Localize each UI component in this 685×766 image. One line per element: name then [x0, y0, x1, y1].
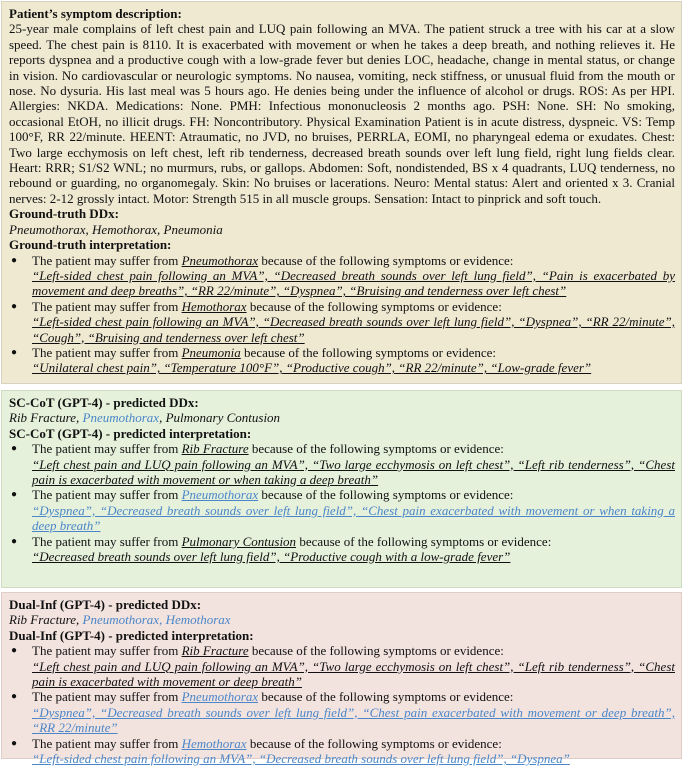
ddx-item: Rib Fracture: [9, 612, 77, 628]
interp-item: [9, 534, 675, 565]
diagnosis-name-correct: Hemothorax: [181, 735, 247, 751]
sc-interp-heading: SC-CoT (GPT-4) - predicted interpretation:: [9, 425, 252, 441]
interp-item: [9, 299, 675, 345]
diagnosis-name: Pneumothorax: [181, 252, 259, 268]
gt-ddx-list: [9, 222, 675, 237]
dual-inf-panel: [1, 592, 682, 766]
interp-suffix: because of the following symptoms or evidence:: [258, 487, 514, 503]
dual-ddx-heading: Dual-Inf (GPT-4) - predicted DDx:: [9, 597, 202, 612]
diagnosis-name: Hemothorax: [181, 298, 247, 314]
diagnosis-name-correct: Pneumothorax: [181, 487, 259, 503]
evidence-text: “Left chest pain and LUQ pain following an MVA”, “Two large ecchymosis on left chest”, “Left rib tenderness”, “Chest pain is exacerbated with movement or when taking a deep breath”: [32, 456, 675, 488]
ddx-item: Pulmonary Contusion: [165, 410, 281, 426]
interp-item: [9, 487, 675, 533]
ddx-item: Pneumothorax: [9, 221, 86, 237]
diagnosis-name: Rib Fracture: [181, 643, 249, 659]
gt-ddx-heading: Ground-truth DDx:: [9, 206, 119, 222]
diagnosis-name: Pulmonary Contusion: [181, 533, 297, 549]
gt-interp-list: [9, 253, 675, 376]
ground-truth-panel: [1, 1, 682, 384]
evidence-text: “Decreased breath sounds over left lung field”, “Productive cough with a low-grade fever”: [32, 549, 511, 565]
sc-ddx-heading: SC-CoT (GPT-4) - predicted DDx:: [9, 395, 199, 410]
interp-prefix: The patient may suffer from: [32, 643, 182, 659]
ddx-separator: ,: [76, 612, 83, 628]
ddx-separator: ,: [159, 410, 166, 426]
dual-ddx-list: [9, 612, 675, 627]
interp-prefix: The patient may suffer from: [32, 735, 182, 751]
evidence-text-correct: “Left-sided chest pain following an MVA”, “Decreased breath sounds over left lung field”, “Dyspnea”: [32, 751, 570, 766]
gt-interp-heading: Ground-truth interpretation:: [9, 237, 172, 253]
interp-item: [9, 441, 675, 487]
ddx-item: Hemothorax: [92, 221, 158, 237]
sc-interp-list: [9, 441, 675, 564]
ddx-separator: ,: [157, 221, 164, 237]
interp-prefix: The patient may suffer from: [32, 344, 182, 360]
interp-item: [9, 689, 675, 735]
interp-prefix: The patient may suffer from: [32, 533, 182, 549]
ddx-separator: ,: [159, 612, 166, 628]
interp-item: [9, 643, 675, 689]
evidence-text-correct: “Dyspnea”, “Decreased breath sounds over left lung field”, “Chest pain exacerbated with movement or when taking a deep breath”: [32, 502, 675, 534]
interp-prefix: The patient may suffer from: [32, 487, 182, 503]
interp-item: [9, 345, 675, 376]
evidence-text: “Left chest pain and LUQ pain following an MVA”, “Two large ecchymosis on left chest”, “Left rib tenderness”, “Chest pain is exacerbated with movement or deep breath”: [32, 658, 675, 690]
interp-prefix: The patient may suffer from: [32, 441, 182, 457]
interp-item: [9, 253, 675, 299]
diagnosis-name: Rib Fracture: [181, 441, 249, 457]
interp-item: [9, 736, 675, 766]
symptom-heading: Patient’s symptom description:: [9, 6, 182, 21]
ddx-item-correct: Hemothorax: [165, 612, 231, 628]
evidence-text: “Left-sided chest pain following an MVA”, “Decreased breath sounds over left lung field”, “Pain is exacerbated by movement and deep breaths”, “RR 22/minute”, “Dyspnea”, “Bruising and tenderness over left chest”: [32, 267, 675, 299]
interp-suffix: because of the following symptoms or evidence:: [258, 689, 514, 705]
ddx-separator: ,: [85, 221, 93, 237]
interp-suffix: because of the following symptoms or evidence:: [246, 298, 502, 314]
evidence-text: “Unilateral chest pain”, “Temperature 100°F”, “Productive cough”, “RR 22/minute”, “Low-grade fever”: [32, 360, 592, 376]
ddx-item: Rib Fracture: [9, 410, 77, 426]
ddx-item-correct: Pneumothorax: [82, 410, 160, 426]
ddx-separator: ,: [76, 410, 83, 426]
interp-prefix: The patient may suffer from: [32, 298, 182, 314]
dual-interp-list: [9, 643, 675, 766]
symptom-text: 25-year male complains of left chest pain and LUQ pain following an MVA. The patient struck a tree with his car at a slow speed. The chest pain is 8110. It is exacerbated with movement or when he takes a deep breath, and nothing relieves it. He reports dyspnea and a productive cough with a low-grade fever but denies LOC, headache, change in mental status, or change in vision. No cardiovascular or neurologic symptoms. No nausea, vomiting, neck stiffness, or unusual fluid from the mouth or nose. No dysuria. His last meal was 5 hours ago. He denies being under the influence of alcohol or drugs. ROS: As per HPI. Allergies: NKDA. Medications: None. PMH: Infectious mononucleosis 2 months ago. PSH: None. SH: No smoking, occasional EtOH, no illicit drugs. FH: Noncontributory. Physical Examination Patient is in acute distress, dyspneic. VS: Temp 100°F, RR 22/minute. HEENT: Atraumatic, no JVD, no bruises, PERRLA, EOMI, no pharyngeal edema or exudates. Chest: Two large ecchymosis on left chest, left rib tenderness, decreased breath sounds over left lung field, right lung fields clear. Heart: RRR; S1/S2 WNL; no murmurs, rubs, or gallops. Abdomen: Soft, nondistended, BS x 4 quadrants, LUQ tenderness, no rebound or guarding, no organomegaly. Skin: No bruises or lacerations. Neuro: Mental status: Alert and oriented x 3. Cranial nerves: 2-12 grossly intact. Motor: Strength 515 in all muscle groups. Sensation: Intact to pinprick and soft touch.: [9, 21, 675, 206]
interp-suffix: because of the following symptoms or evidence:: [248, 441, 504, 457]
evidence-text: “Left-sided chest pain following an MVA”, “Decreased breath sounds over left lung field”, “Dyspnea”, “RR 22/minute”, “Cough”, “Bruising and tenderness over left chest”: [32, 314, 675, 345]
interp-suffix: because of the following symptoms or evidence:: [246, 735, 502, 751]
interp-prefix: The patient may suffer from: [32, 252, 182, 268]
interp-suffix: because of the following symptoms or evidence:: [296, 533, 552, 549]
sc-ddx-list: [9, 410, 675, 425]
interp-suffix: because of the following symptoms or evidence:: [258, 252, 514, 268]
ddx-item: Pneumonia: [163, 221, 223, 237]
diagnosis-name: Pneumonia: [181, 344, 241, 360]
interp-suffix: because of the following symptoms or evidence:: [240, 344, 497, 360]
interp-prefix: The patient may suffer from: [32, 689, 182, 705]
evidence-text-correct: “Dyspnea”, “Decreased breath sounds over left lung field”, “Chest pain exacerbated with movement or deep breath”, “RR 22/minute”: [32, 704, 675, 736]
ddx-item-correct: Pneumothorax: [82, 612, 160, 628]
interp-suffix: because of the following symptoms or evidence:: [248, 643, 504, 659]
diagnosis-name-correct: Pneumothorax: [181, 689, 259, 705]
sc-cot-panel: [1, 390, 682, 588]
dual-interp-heading: Dual-Inf (GPT-4) - predicted interpretation:: [9, 627, 254, 643]
